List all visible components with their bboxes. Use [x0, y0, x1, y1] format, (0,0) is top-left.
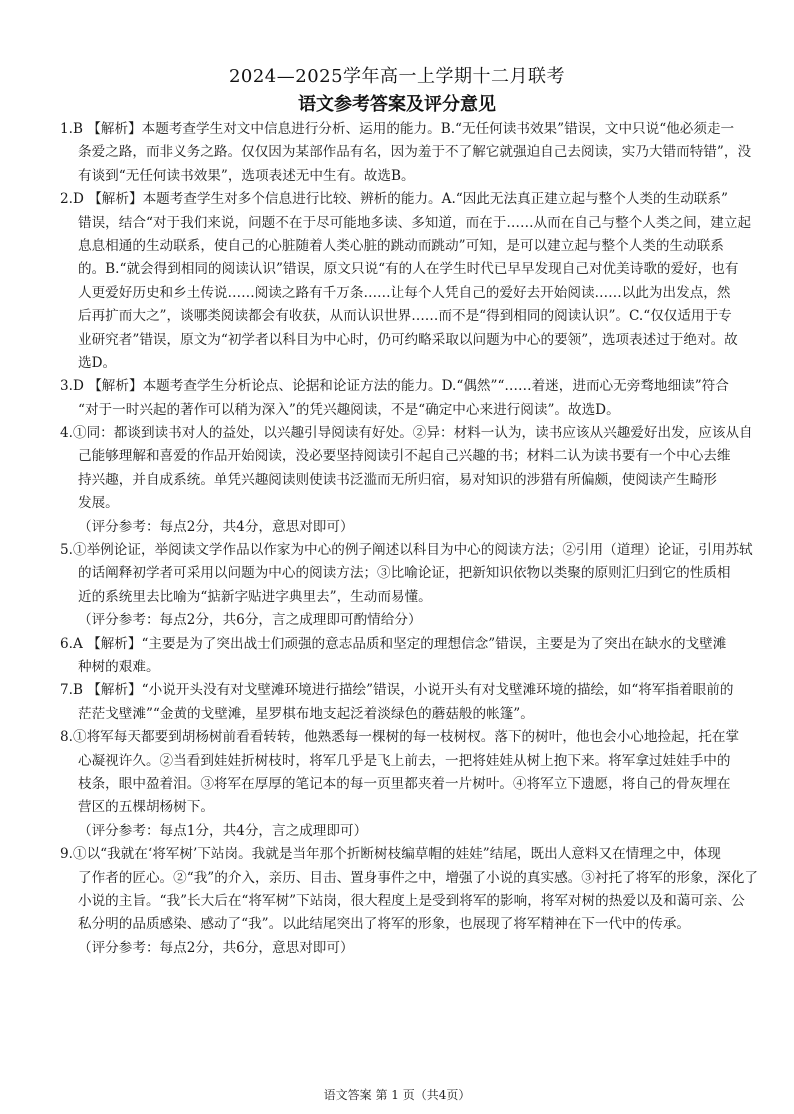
answer-line: 条爱之路，而非义务之路。仅仅因为某部作品有名，因为羞于不了解它就强迫自己去阅读，实乃大错而特错”，没 — [78, 144, 752, 161]
answer-line: 5.①举例论证，举阅读文学作品以作家为中心的例子阐述以科目为中心的阅读方法；②引用（道理）论证，引用苏轼 — [60, 542, 753, 559]
answer-line: 私分明的品质感染、感动了“我”。以此结尾突出了将军的形象，也展现了将军精神在下一代中的传承。 — [78, 916, 691, 933]
answer-line: 2.D 【解析】本题考查学生对多个信息进行比较、辨析的能力。A.“因此无法真正建立起与整个人类的生动联系” — [60, 191, 728, 208]
answer-line: 心凝视许久。②当看到娃娃折树枝时，将军几乎是飞上前去，一把将娃娃从树上抱下来。将军拿过娃娃手中的 — [78, 752, 731, 769]
answer-line: 息息相通的生动联系，使自己的心脏随着人类心脏的跳动而跳动”可知，是可以建立起与整个人类的生动联系 — [78, 237, 724, 254]
answer-line: 的话阐释初学者可采用以问题为中心的阅读方法；③比喻论证，把新知识依物以类聚的原则汇归到它的性质相 — [78, 565, 731, 582]
answer-line: 9.①以“我就在‘将军树’下站岗。我就是当年那个折断树枝编草帽的娃娃”结尾，既出人意料又在情理之中，体现 — [60, 846, 721, 863]
answer-line: 错误，结合“对于我们来说，问题不在于尽可能地多读、多知道，而在于……从而在自己与整个人类之间，建立起 — [78, 214, 752, 231]
answer-line: 的。B.“就会得到相同的阅读认识”错误，原文只说“有的人在学生时代已早早发现自己对优美诗歌的爱好，也有 — [78, 261, 739, 278]
answer-line: 选D。 — [78, 354, 117, 371]
answer-line: 6.A 【解析】“主要是为了突出战士们顽强的意志品质和坚定的理想信念”错误，主要是为了突出在缺水的戈壁滩 — [60, 635, 727, 652]
answer-line: 有谈到“无任何读书效果”，选项表述无中生有。故选B。 — [78, 167, 415, 184]
answer-line: （评分参考：每点1分，共4分，言之成理即可） — [78, 822, 368, 839]
answer-line: （评分参考：每点2分，共6分，言之成理即可酌情给分） — [78, 612, 422, 629]
answer-line: 了作者的匠心。②“我”的介入，亲历、目击、置身事件之中，增强了小说的真实感。③衬托了将军的形象，深化了 — [78, 869, 758, 886]
answer-line: （评分参考：每点2分，共4分，意思对即可） — [78, 518, 354, 535]
answer-line: “对于一时兴起的著作可以稍为深入”的凭兴趣阅读，不是“确定中心来进行阅读”。故选D。 — [78, 401, 620, 418]
answer-line: 近的系统里去比喻为“掂新字贴进字典里去”，生动而易懂。 — [78, 588, 432, 605]
answer-line: 己能够理解和喜爱的作品开始阅读，没必要坚持阅读引不起自己兴趣的书；材料二认为读书要有一个中心去维 — [78, 448, 731, 465]
answer-line: 人更爱好历史和乡土传说……阅读之路有千万条……让每个人凭自己的爱好去开始阅读……以此为出发点，然 — [78, 284, 731, 301]
answer-line: 业研究者”错误，原文为“初学者以科目为中心时，仍可约略采取以问题为中心的要领”，选项表述过于绝对。故 — [78, 331, 738, 348]
answer-line: 8.①将军每天都要到胡杨树前看看转转，他熟悉每一棵树的每一枝树杈。落下的树叶，他也会小心地捡起，托在掌 — [60, 729, 740, 746]
answer-line: 发展。 — [78, 495, 119, 512]
document-subtitle: 语文参考答案及评分意见 — [298, 94, 496, 115]
answer-line: 营区的五棵胡杨树下。 — [78, 799, 214, 816]
answer-line: 4.①同：都谈到读书对人的益处，以兴趣引导阅读有好处。②异：材料一认为，读书应该从兴趣爱好出发，应该从自 — [60, 425, 753, 442]
answer-line: 种树的艰难。 — [78, 658, 160, 675]
answer-line: 1.B 【解析】本题考查学生对文中信息进行分析、运用的能力。B.“无任何读书效果”错误，文中只说“他必须走一 — [60, 121, 735, 137]
answer-line: （评分参考：每点2分，共6分，意思对即可） — [78, 939, 354, 956]
answer-line: 3.D 【解析】本题考查学生分析论点、论据和论证方法的能力。D.“偶然”“……着迷，进而心无旁骛地细读”符合 — [60, 378, 729, 395]
page-footer: 语文答案 第 1 页（共4页） — [323, 1088, 471, 1102]
answer-line: 7.B 【解析】“小说开头没有对戈壁滩环境进行描绘”错误，小说开头有对戈壁滩环境的描绘，如“将军指着眼前的 — [60, 682, 734, 699]
answer-body — [60, 118, 760, 960]
answer-line: 后再扩而大之”，谈哪类阅读都会有收获，从而认识世界……而不是“得到相同的阅读认识”。C.“仅仅适用于专 — [78, 308, 732, 325]
answer-line: 持兴趣，并自成系统。单凭兴趣阅读则使读书泛滥而无所归宿，易对知识的涉猎有所偏颇，使阅读产生畸形 — [78, 471, 717, 488]
exam-title: 2024—2025学年高一上学期十二月联考 — [228, 66, 566, 87]
answer-line: 小说的主旨。“我”长大后在“将军树”下站岗，很大程度上是受到将军的影响，将军对树的热爱以及和蔼可亲、公 — [78, 892, 745, 909]
answer-line: 枝条，眼中盈着泪。③将军在厚厚的笔记本的每一页里都夹着一片树叶。④将军立下遗愿，将自己的骨灰埋在 — [78, 775, 731, 792]
answer-line: 茫茫戈壁滩”“金黄的戈壁滩，星罗棋布地支起泛着淡绿色的蘑菇般的帐篷”。 — [78, 705, 534, 722]
